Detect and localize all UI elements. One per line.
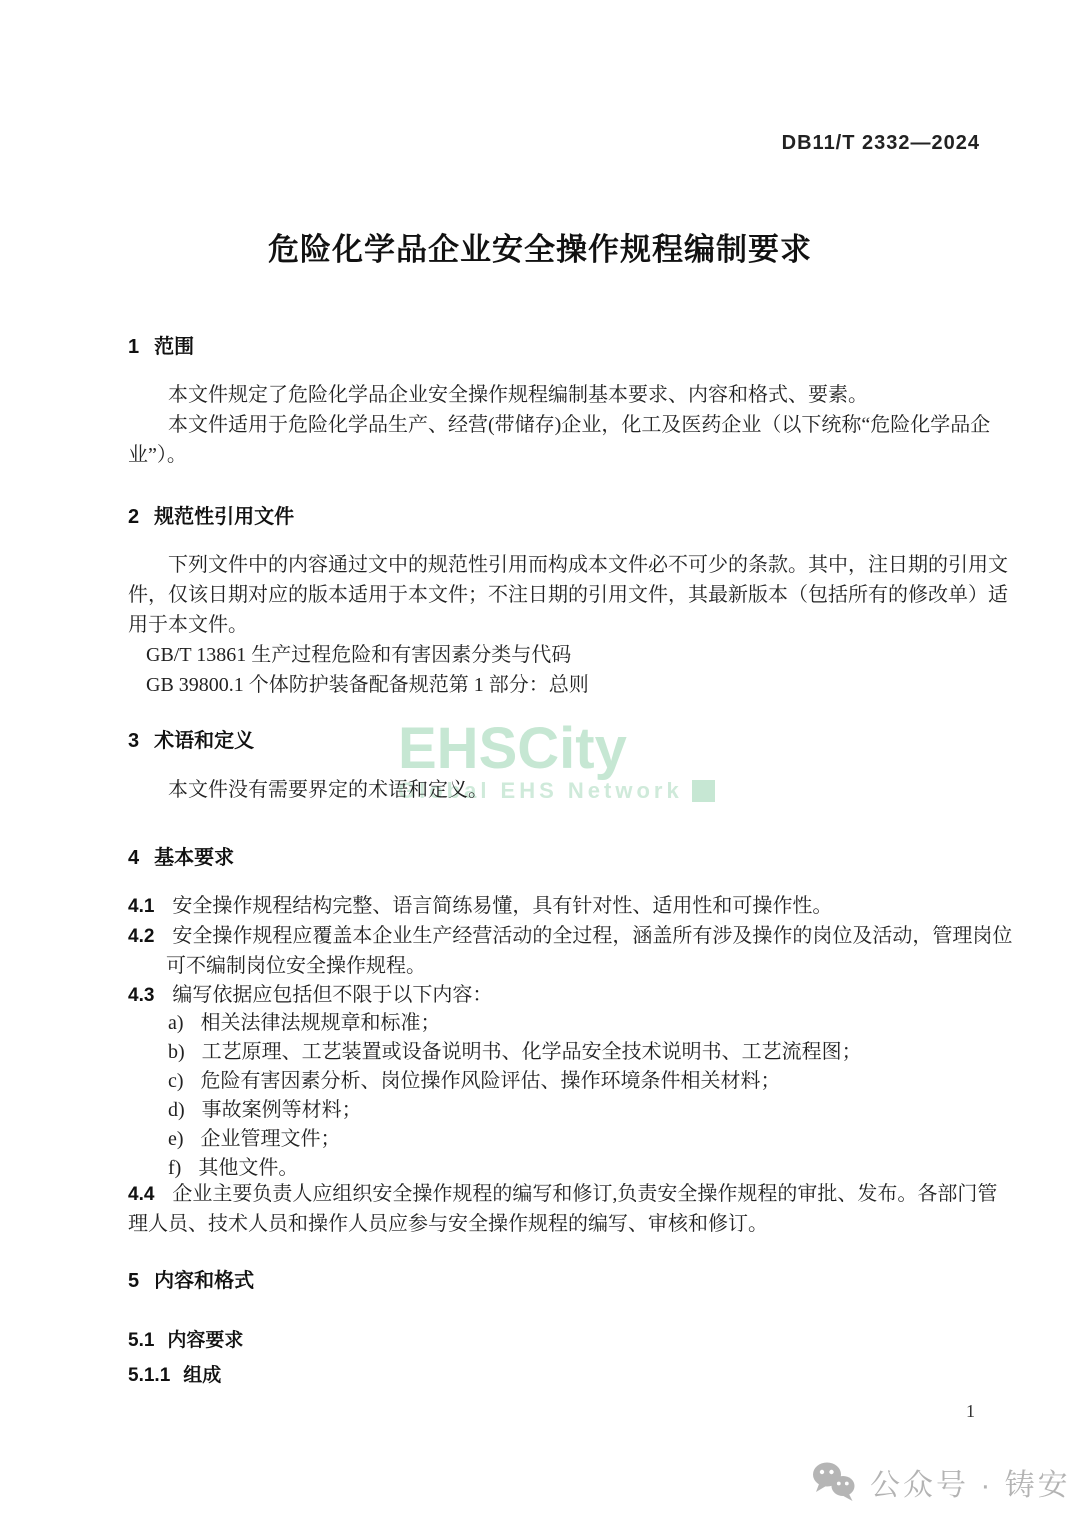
section-3-title: 术语和定义 xyxy=(154,730,255,752)
page-title: 危险化学品企业安全操作规程编制要求 xyxy=(268,232,812,267)
section-2-heading xyxy=(128,500,294,529)
section-5-title: 内容和格式 xyxy=(154,1270,255,1292)
clause-4-3-number: 4.3 xyxy=(128,985,155,1006)
clause-4-2-line-2: 可不编制岗位安全操作规程。 xyxy=(166,955,426,977)
clause-4-4-line-2: 理人员、技术人员和操作人员应参与安全操作规程的编写、审核和修订。 xyxy=(128,1213,768,1235)
list-item-a-text: 相关法律法规规章和标准； xyxy=(200,1012,441,1034)
section-4-number: 4 xyxy=(128,847,140,869)
section-5-1-1-number: 5.1.1 xyxy=(128,1365,171,1386)
refs-intro-line-2: 件，仅该日期对应的版本适用于本文件；不注日期的引用文件，其最新版本（包括所有的修改单）适 xyxy=(128,584,1008,606)
list-item-f-text: 其他文件。 xyxy=(198,1157,299,1179)
clause-4-2-number: 4.2 xyxy=(128,926,155,947)
clause-4-1-number: 4.1 xyxy=(128,896,155,917)
section-3-number: 3 xyxy=(128,730,140,752)
clause-4-1-text: 安全操作规程结构完整、语言简练易懂，具有针对性、适用性和可操作性。 xyxy=(172,895,833,917)
section-4-title: 基本要求 xyxy=(154,847,235,869)
list-item-c-marker: c) xyxy=(168,1070,184,1092)
section-5-heading xyxy=(128,1264,254,1293)
list-item-f-marker: f) xyxy=(168,1157,182,1179)
wechat-icon xyxy=(812,1461,858,1503)
section-4-heading xyxy=(128,841,234,870)
list-item-d-marker: d) xyxy=(168,1099,185,1121)
section-1-title: 范围 xyxy=(154,336,195,358)
list-item-f xyxy=(168,1157,298,1179)
section-2-title: 规范性引用文件 xyxy=(154,506,295,528)
clause-4-3 xyxy=(128,984,492,1007)
doc-number: DB11/T 2332—2024 xyxy=(781,132,980,154)
clause-4-4-number: 4.4 xyxy=(128,1184,155,1205)
reference-item-1: GB/T 13861 生产过程危险和有害因素分类与代码 xyxy=(146,644,572,666)
refs-intro-line-3: 用于本文件。 xyxy=(128,614,248,636)
list-item-c-text: 危险有害因素分析、岗位操作风险评估、操作环境条件相关材料； xyxy=(200,1070,781,1092)
list-item-a-marker: a) xyxy=(168,1012,184,1034)
list-item-a xyxy=(168,1012,441,1034)
page-number: 1 xyxy=(966,1401,975,1421)
clause-4-1 xyxy=(128,895,832,918)
terms-paragraph: 本文件没有需要界定的术语和定义。 xyxy=(168,779,488,801)
section-5-1-heading xyxy=(128,1325,243,1352)
watermark-brand: EHSCity xyxy=(398,716,627,781)
list-item-e-marker: e) xyxy=(168,1128,184,1150)
section-3-heading xyxy=(128,724,254,753)
list-item-d xyxy=(168,1099,362,1121)
list-item-e-text: 企业管理文件； xyxy=(200,1128,341,1150)
reference-item-2: GB 39800.1 个体防护装备配备规范第 1 部分：总则 xyxy=(146,674,589,696)
scope-paragraph-1: 本文件规定了危险化学品企业安全操作规程编制基本要求、内容和格式、要素。 xyxy=(168,384,868,406)
section-5-1-number: 5.1 xyxy=(128,1330,155,1351)
clause-4-3-text: 编写依据应包括但不限于以下内容： xyxy=(172,984,493,1006)
clause-4-4-text-line-1: 企业主要负责人应组织安全操作规程的编写和修订,负责安全操作规程的审批、发布。各部门管 xyxy=(172,1183,998,1205)
section-2-number: 2 xyxy=(128,506,140,528)
wechat-account-label: 公众号 · 铸安 xyxy=(870,1469,1071,1502)
wechat-account-badge xyxy=(812,1460,1071,1504)
section-5-1-title: 内容要求 xyxy=(167,1330,244,1351)
clause-4-2-line-1 xyxy=(128,925,1012,948)
refs-intro-line-1: 下列文件中的内容通过文中的规范性引用而构成本文件必不可少的条款。其中，注日期的引用文 xyxy=(168,554,1008,576)
clause-4-2-text-line-1: 安全操作规程应覆盖本企业生产经营活动的全过程，涵盖所有涉及操作的岗位及活动，管理岗位 xyxy=(172,925,1013,947)
scope-paragraph-2-line-2: 业”）。 xyxy=(128,444,187,466)
list-item-b-marker: b) xyxy=(168,1041,185,1063)
section-1-heading xyxy=(128,330,194,359)
section-1-number: 1 xyxy=(128,336,140,358)
scope-paragraph-2-line-1: 本文件适用于危险化学品生产、经营(带储存)企业，化工及医药企业（以下统称“危险化学品企 xyxy=(168,414,991,436)
watermark-tagline: Global EHS Network xyxy=(398,778,683,803)
list-item-c xyxy=(168,1070,781,1092)
clause-4-4-line-1 xyxy=(128,1183,997,1206)
list-item-b-text: 工艺原理、工艺装置或设备说明书、化学品安全技术说明书、工艺流程图； xyxy=(201,1041,862,1063)
list-item-b xyxy=(168,1041,862,1063)
list-item-e xyxy=(168,1128,341,1150)
section-5-1-1-title: 组成 xyxy=(183,1365,222,1386)
section-5-number: 5 xyxy=(128,1270,140,1292)
watermark-logo-square-icon xyxy=(692,780,715,802)
section-5-1-1-heading xyxy=(128,1360,221,1387)
list-item-d-text: 事故案例等材料； xyxy=(201,1099,362,1121)
